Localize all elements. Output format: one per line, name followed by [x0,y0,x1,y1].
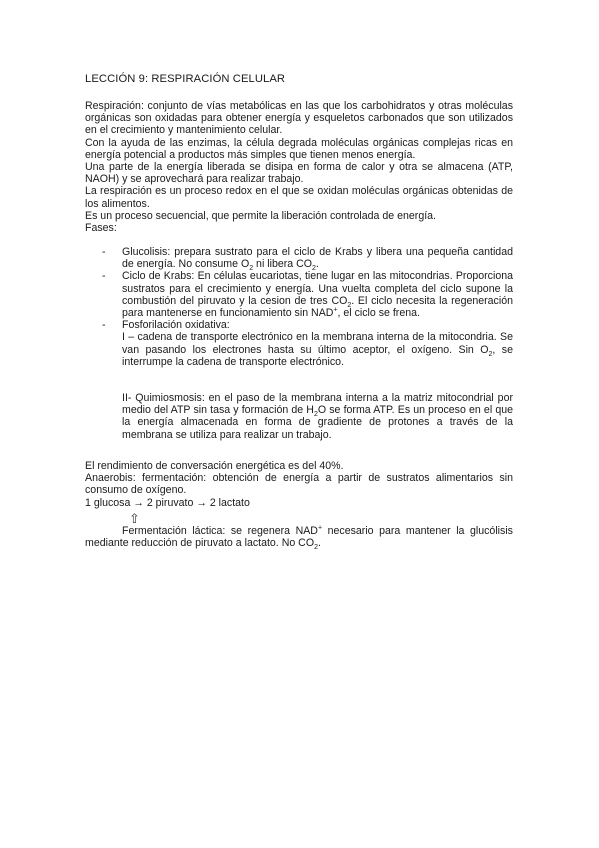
paragraph-respiracion: Respiración: conjunto de vías metabólicas en las que los carbohidratos y otras moléculas orgánicas son oxidadas para obtener energía y esqueletos carbonados que son utilizados en el crecimiento y mantenimiento celular. [85,100,513,137]
paragraph-secuencial: Es un proceso secuencial, que permite la liberación controlada de energía. [85,209,436,222]
fosforilacion-part-i [122,331,513,368]
list-item-fosforilacion [85,319,513,441]
spacer [122,368,513,380]
paragraph-enzimas: Con la ayuda de las enzimas, la célula degrada moléculas orgánicas complejas ricas en energía potencial a productos más simples que tienen menos energía. [85,136,513,161]
spacer [122,380,513,392]
krabs-text-2: . El ciclo necesita la regeneración para mantenerse en funcionamiento sin NAD [122,294,513,320]
paragraph-rendimiento: El rendimiento de conversación energética es del 40%. [85,460,344,472]
lactica-text: Fermentación láctica: se regenera NAD [122,525,318,537]
krabs-text: Ciclo de Krabs: En células eucariotas, tiene lugar en las mitocondrias. Proporciona sustratos para el crecimiento y energía. Una vuelta completa del ciclo supone la combustión del piruvato y la cesion de tres CO [122,270,513,307]
glucolisis-text-3: . [315,258,319,271]
subscript: 2 [347,301,352,309]
paragraph-energia: Una parte de la energía liberada se disipa en forma de calor y otra se almacena (ATP, NAOH) y se aprovechará para realizar trabajo. [85,161,513,186]
part-i-text-2: , se interrumpe la cadena de transporte electrónico. [122,343,513,368]
closing-section [85,460,513,509]
paragraph-redox: La respiración es un proceso redox en el que se oxidan moléculas orgánicas obtenidas de los alimentos. [85,185,513,210]
fosforilacion-title: Fosforilación oxidativa: [122,319,230,332]
fosforilacion-part-ii [122,392,513,441]
glucolisis-text-2: ni libera CO [253,258,312,271]
lactica-text-2: necesario para mantener la glucólisis mediante reducción de piruvato a lactato. No CO [85,525,513,550]
lesson-title: LECCIÓN 9: RESPIRACIÓN CELULAR [85,73,286,85]
krabs-text-3: , el ciclo se frena. [337,307,420,320]
part-ii-text: II- Quimiosmosis: en el paso de la membrana interna a la matriz mitocondrial por medio del ATP sin tasa y formación de H [122,392,513,417]
superscript: + [317,524,323,532]
phases-label: Fases: [85,222,117,235]
reaction-line: 1 glucosa → 2 piruvato → 2 lactato [85,496,250,509]
subscript: 2 [312,265,316,273]
list-item-krabs [85,270,513,319]
subscript: 2 [314,544,318,552]
subscript: 2 [313,411,318,419]
part-i-text: I – cadena de transporte electrónico en la membrana interna de la mitocondria. Se van pasando los electrones hasta su último aceptor, el oxígeno. Sin O [122,331,513,356]
lactica-text-3: . [317,537,321,550]
up-arrow-icon: ⇧ [129,511,140,526]
phases-list [85,246,513,441]
superscript: + [333,306,338,314]
subscript: 2 [488,350,493,358]
subscript: 2 [249,265,254,273]
intro-section [85,100,513,234]
glucolisis-text: Glucolisis: prepara sustrato para el ciclo de Krabs y libera una pequeña cantidad de energía. No consume O [122,246,513,271]
bullet-dash: - [102,270,106,283]
bullet-dash: - [102,319,106,332]
paragraph-fermentacion-lactica [85,524,513,552]
part-ii-text-2: O se forma ATP. Es un proceso en el que la energía almacenada en forma de gradiente de protones a través de la membrana se utiliza para realizar un trabajo. [122,404,513,441]
bullet-dash: - [102,246,106,258]
paragraph-anaerobis: Anaerobis: fermentación: obtención de energía a partir de sustratos alimentarios sin consumo de oxígeno. [85,472,513,497]
list-item-glucolisis [85,246,513,273]
